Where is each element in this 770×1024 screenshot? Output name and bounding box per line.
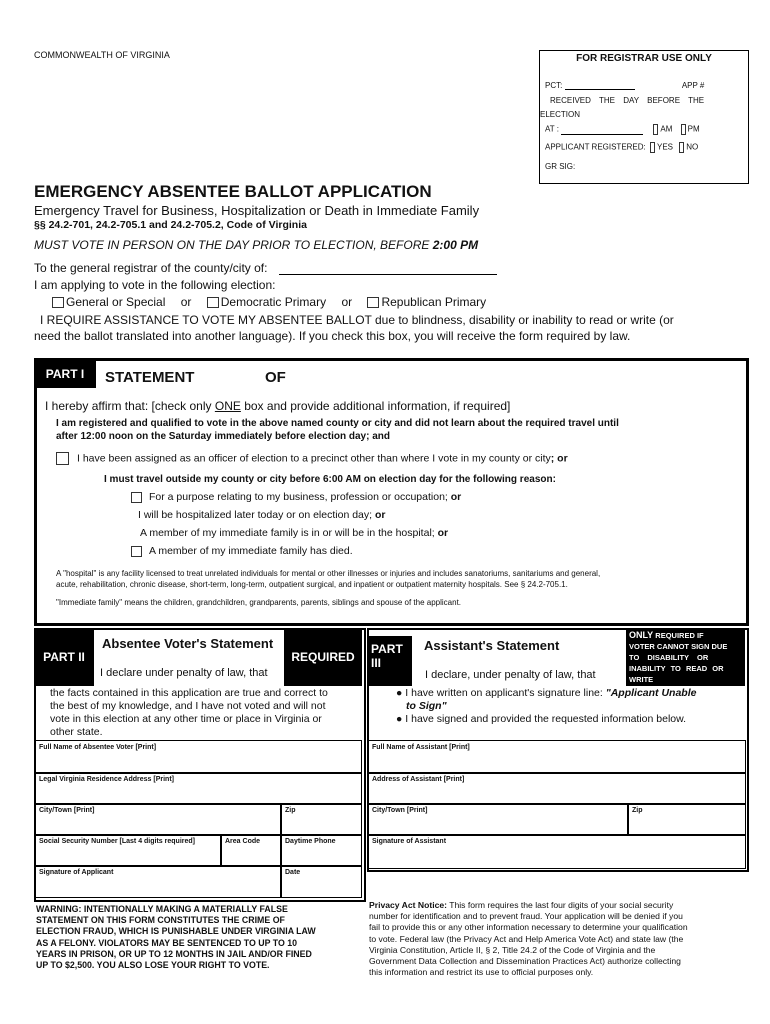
- part-two-tag: PART II: [34, 628, 94, 686]
- privacy-label: Privacy Act Notice:: [369, 900, 448, 910]
- assistant-bullet-2: [396, 713, 686, 725]
- election-label: ELECTION: [540, 110, 581, 119]
- must-vote-text: MUST VOTE IN PERSON ON THE DAY PRIOR TO ELECTION, BEFORE: [34, 238, 433, 252]
- yes-label: YES: [657, 142, 674, 152]
- voter-declare: I declare under penalty of law, that: [100, 667, 268, 679]
- at-row: [545, 124, 700, 135]
- bullet-1-text: I have written on applicant's signature line:: [405, 687, 606, 699]
- of-heading: OF: [265, 369, 286, 386]
- voter-address-label: Legal Virginia Residence Address [Print]: [39, 776, 174, 783]
- affirm-instruction: [45, 399, 510, 413]
- business-or: or: [450, 491, 462, 503]
- part-three-tag: [367, 636, 412, 686]
- family-hospital-option: [140, 527, 448, 539]
- app-label: APP #: [681, 81, 705, 90]
- pct-field[interactable]: [565, 89, 635, 90]
- officer-checkbox[interactable]: [56, 452, 69, 465]
- officer-label: I have been assigned as an officer of election to a precinct other than where I vote in my county or city: [77, 452, 551, 465]
- democratic-label: Democratic Primary: [220, 295, 327, 309]
- voter-ssn-label: Social Security Number [Last 4 digits required]: [39, 838, 195, 845]
- county-city-field[interactable]: [279, 274, 497, 275]
- privacy-line-2: number for identification and to prevent fraud. Your application will be denied if you: [369, 911, 683, 922]
- business-option: [131, 491, 461, 503]
- form-title: EMERGENCY ABSENTEE BALLOT APPLICATION: [34, 182, 432, 201]
- must-vote-notice: [34, 238, 478, 252]
- general-checkbox[interactable]: [52, 297, 64, 308]
- business-checkbox[interactable]: [131, 492, 142, 503]
- assistant-signature-label: Signature of Assistant: [372, 838, 447, 845]
- voter-address-field[interactable]: [34, 772, 362, 805]
- voter-phone-label: Daytime Phone: [285, 838, 336, 845]
- note-line-1: REQUIRED IF: [655, 631, 704, 640]
- privacy-line-3: fail to provide this or any other information necessary to determine your qualification: [369, 922, 688, 933]
- voter-signature-label: Signature of Applicant: [39, 869, 114, 876]
- voter-area-code-label: Area Code: [225, 838, 261, 845]
- voter-full-name-field[interactable]: [34, 740, 362, 774]
- part-three-tag-line-1: PART: [371, 642, 403, 656]
- assistant-required-note: [626, 628, 745, 686]
- voter-date-label: Date: [285, 869, 301, 876]
- officer-option: [56, 452, 568, 465]
- registered-statement-2: after 12:00 noon on the Saturday immediately before election day; and: [56, 431, 390, 442]
- bullet-1-emphasis: "Applicant Unable: [605, 687, 697, 699]
- pm-label: PM: [687, 124, 700, 134]
- voter-zip-label: Zip: [285, 807, 296, 814]
- assistance-line-2: need the ballot translated into another language). If you check this box, you will receive the form required by law.: [34, 329, 631, 343]
- statement-heading: STATEMENT: [105, 369, 195, 386]
- part-three-tag-line-2: III: [371, 656, 382, 670]
- family-hospital-label: A member of my immediate family is in or will be in the hospital;: [140, 527, 438, 539]
- privacy-line-1: This form requires the last four digits of your social security: [447, 900, 674, 910]
- officer-or: ; or: [550, 452, 568, 465]
- hospitalized-or: or: [374, 509, 386, 521]
- am-checkbox[interactable]: [653, 124, 658, 135]
- family-died-label: A member of my immediate family has died.: [149, 545, 353, 557]
- election-type-row: [52, 295, 486, 309]
- yes-checkbox[interactable]: [650, 142, 655, 153]
- assistant-zip-field[interactable]: [627, 803, 746, 836]
- commonwealth-label: COMMONWEALTH OF VIRGINIA: [34, 50, 170, 60]
- at-label: AT :: [545, 124, 559, 134]
- applying-label: I am applying to vote in the following election:: [34, 278, 276, 292]
- pct-row: [545, 81, 704, 90]
- registrar-use-box: [539, 50, 749, 184]
- voter-line-3: vote in this election at any other time or place in Virginia or: [50, 713, 322, 725]
- republican-checkbox[interactable]: [367, 297, 379, 308]
- voter-ssn-field[interactable]: [34, 834, 222, 867]
- voter-phone-field[interactable]: [280, 834, 362, 867]
- bullet-1-dot: ●: [396, 687, 406, 699]
- voter-signature-field[interactable]: [34, 865, 282, 898]
- voter-line-1: the facts contained in this application are true and correct to: [50, 687, 328, 699]
- travel-reason-heading: I must travel outside my county or city before 6:00 AM on election day for the following reason:: [104, 474, 556, 485]
- warning-line-5: YEARS IN PRISON, OR UP TO 12 MONTHS IN JAIL AND/OR FINED: [36, 948, 312, 959]
- note-line-4: INABILITY TO READ OR: [629, 664, 724, 673]
- warning-line-1: WARNING: INTENTIONALLY MAKING A MATERIALLY FALSE: [36, 904, 288, 914]
- voter-city-field[interactable]: [34, 803, 282, 836]
- family-died-checkbox[interactable]: [131, 546, 142, 557]
- voter-line-2: the best of my knowledge, and I have not voted and will not: [50, 700, 326, 712]
- family-hospital-or: or: [437, 527, 449, 539]
- voter-statement-heading: Absentee Voter's Statement: [102, 636, 274, 651]
- note-line-3: TO DISABILITY OR: [629, 653, 709, 662]
- note-line-2: VOTER CANNOT SIGN DUE: [629, 642, 728, 651]
- affirm-post: box and provide additional information, if required]: [240, 399, 511, 413]
- warning-line-3: ELECTION FRAUD, WHICH IS PUNISHABLE UNDER VIRGINIA LAW: [36, 926, 316, 937]
- or-label-1: or: [180, 295, 192, 309]
- applicant-registered-label: APPLICANT REGISTERED:: [545, 142, 646, 152]
- assistant-zip-label: Zip: [632, 807, 643, 814]
- gr-sig-label: GR SIG:: [545, 162, 576, 171]
- assistant-signature-field[interactable]: [367, 834, 746, 869]
- hospital-definition-1: A "hospital" is any facility licensed to treat unrelated individuals for mental or other illnesses or injuries and includes sanatoriums, sanitariums and general,: [56, 569, 601, 578]
- republican-label: Republican Primary: [381, 295, 487, 309]
- required-tag: REQUIRED: [284, 628, 362, 686]
- form-subtitle: Emergency Travel for Business, Hospitalization or Death in Immediate Family: [34, 203, 480, 218]
- received-label: RECEIVED THE DAY BEFORE THE: [550, 96, 705, 105]
- or-label-2: or: [341, 295, 353, 309]
- privacy-line-4: to vote. Federal law (the Privacy Act and Help America Vote Act) and state law (the: [369, 933, 684, 944]
- voter-area-code-field[interactable]: [220, 834, 282, 867]
- warning-line-2: STATEMENT ON THIS FORM CONSTITUTES THE CRIME OF: [36, 915, 285, 926]
- assistant-city-label: City/Town [Print]: [372, 807, 428, 814]
- assistant-declare: I declare, under penalty of law, that: [425, 669, 596, 681]
- privacy-notice: [369, 900, 688, 978]
- pm-checkbox[interactable]: [681, 124, 686, 135]
- assistant-full-name-label: Full Name of Assistant [Print]: [372, 744, 470, 751]
- voter-full-name-label: Full Name of Absentee Voter [Print]: [39, 744, 157, 751]
- at-time-field[interactable]: [561, 134, 643, 135]
- am-label: AM: [660, 124, 673, 134]
- must-vote-time: 2:00 PM: [432, 238, 479, 252]
- assistant-statement-heading: Assistant's Statement: [424, 638, 560, 653]
- business-label: For a purpose relating to my business, profession or occupation;: [149, 491, 451, 503]
- assistant-full-name-field[interactable]: [367, 740, 746, 774]
- part-one-tag: PART I: [34, 361, 96, 388]
- warning-line-6: UP TO $2,500. YOU ALSO LOSE YOUR RIGHT TO VOTE.: [36, 960, 270, 971]
- only-label: ONLY: [629, 630, 654, 640]
- assistant-address-field[interactable]: [367, 772, 746, 805]
- democratic-checkbox[interactable]: [207, 297, 219, 308]
- code-reference: §§ 24.2-701, 24.2-705.1 and 24.2-705.2, Code of Virginia: [34, 219, 307, 231]
- note-line-5: WRITE: [629, 675, 654, 684]
- warning-line-4: AS A FELONY. VIOLATORS MAY BE SENTENCED TO UP TO 10: [36, 937, 298, 948]
- registrar-city-row: [34, 261, 497, 275]
- voter-zip-field[interactable]: [280, 803, 362, 836]
- fraud-warning: [36, 904, 316, 971]
- voter-city-label: City/Town [Print]: [39, 807, 95, 814]
- to-registrar-label: To the general registrar of the county/city of:: [34, 261, 268, 275]
- no-label: NO: [686, 142, 699, 152]
- no-checkbox[interactable]: [679, 142, 684, 153]
- registered-statement-1: I am registered and qualified to vote in the above named county or city and did not learn about the required travel until: [56, 418, 619, 429]
- applicant-registered-row: [545, 142, 698, 153]
- privacy-line-6: Government Data Collection and Dissemination Practices Act) authorize collecting: [369, 956, 681, 967]
- voter-date-field[interactable]: [280, 865, 362, 898]
- assistant-city-field[interactable]: [367, 803, 629, 836]
- pct-label: PCT:: [545, 81, 563, 90]
- bullet-1-emphasis-2: to Sign": [406, 700, 447, 712]
- affirm-one: ONE: [214, 399, 241, 413]
- assistance-line-1: I REQUIRE ASSISTANCE TO VOTE MY ABSENTEE BALLOT due to blindness, disability or inability to read or write (or: [40, 313, 674, 327]
- privacy-line-5: Virginia Constitution, Article II, § 2, Title 24.2 of the Code of Virginia and the: [369, 944, 656, 955]
- hospital-definition-2: acute, rehabilitation, chronic disease, short-term, long-term, outpatient surgical, and inpatient or outpatient maternity hospitals. See § 24.2-705.1.: [56, 580, 568, 589]
- assistant-address-label: Address of Assistant [Print]: [372, 776, 465, 783]
- assistant-bullet-1: [396, 687, 696, 699]
- family-died-option: [131, 545, 353, 557]
- voter-line-4: other state.: [50, 726, 103, 738]
- registrar-box-title: FOR REGISTRAR USE ONLY: [576, 53, 712, 64]
- bullet-2-text: I have signed and provided the requested information below.: [405, 713, 687, 725]
- bullet-2-dot: ●: [396, 713, 406, 725]
- affirm-pre: I hereby affirm that: [check only: [45, 399, 215, 413]
- hospitalized-label: I will be hospitalized later today or on election day;: [138, 509, 375, 521]
- general-label: General or Special: [66, 295, 166, 309]
- hospitalized-option: [138, 509, 385, 521]
- family-definition: "Immediate family" means the children, grandchildren, grandparents, parents, siblings and spouse of the applicant.: [56, 598, 462, 607]
- privacy-line-7: this information and restrict its use to official purposes only.: [369, 967, 594, 978]
